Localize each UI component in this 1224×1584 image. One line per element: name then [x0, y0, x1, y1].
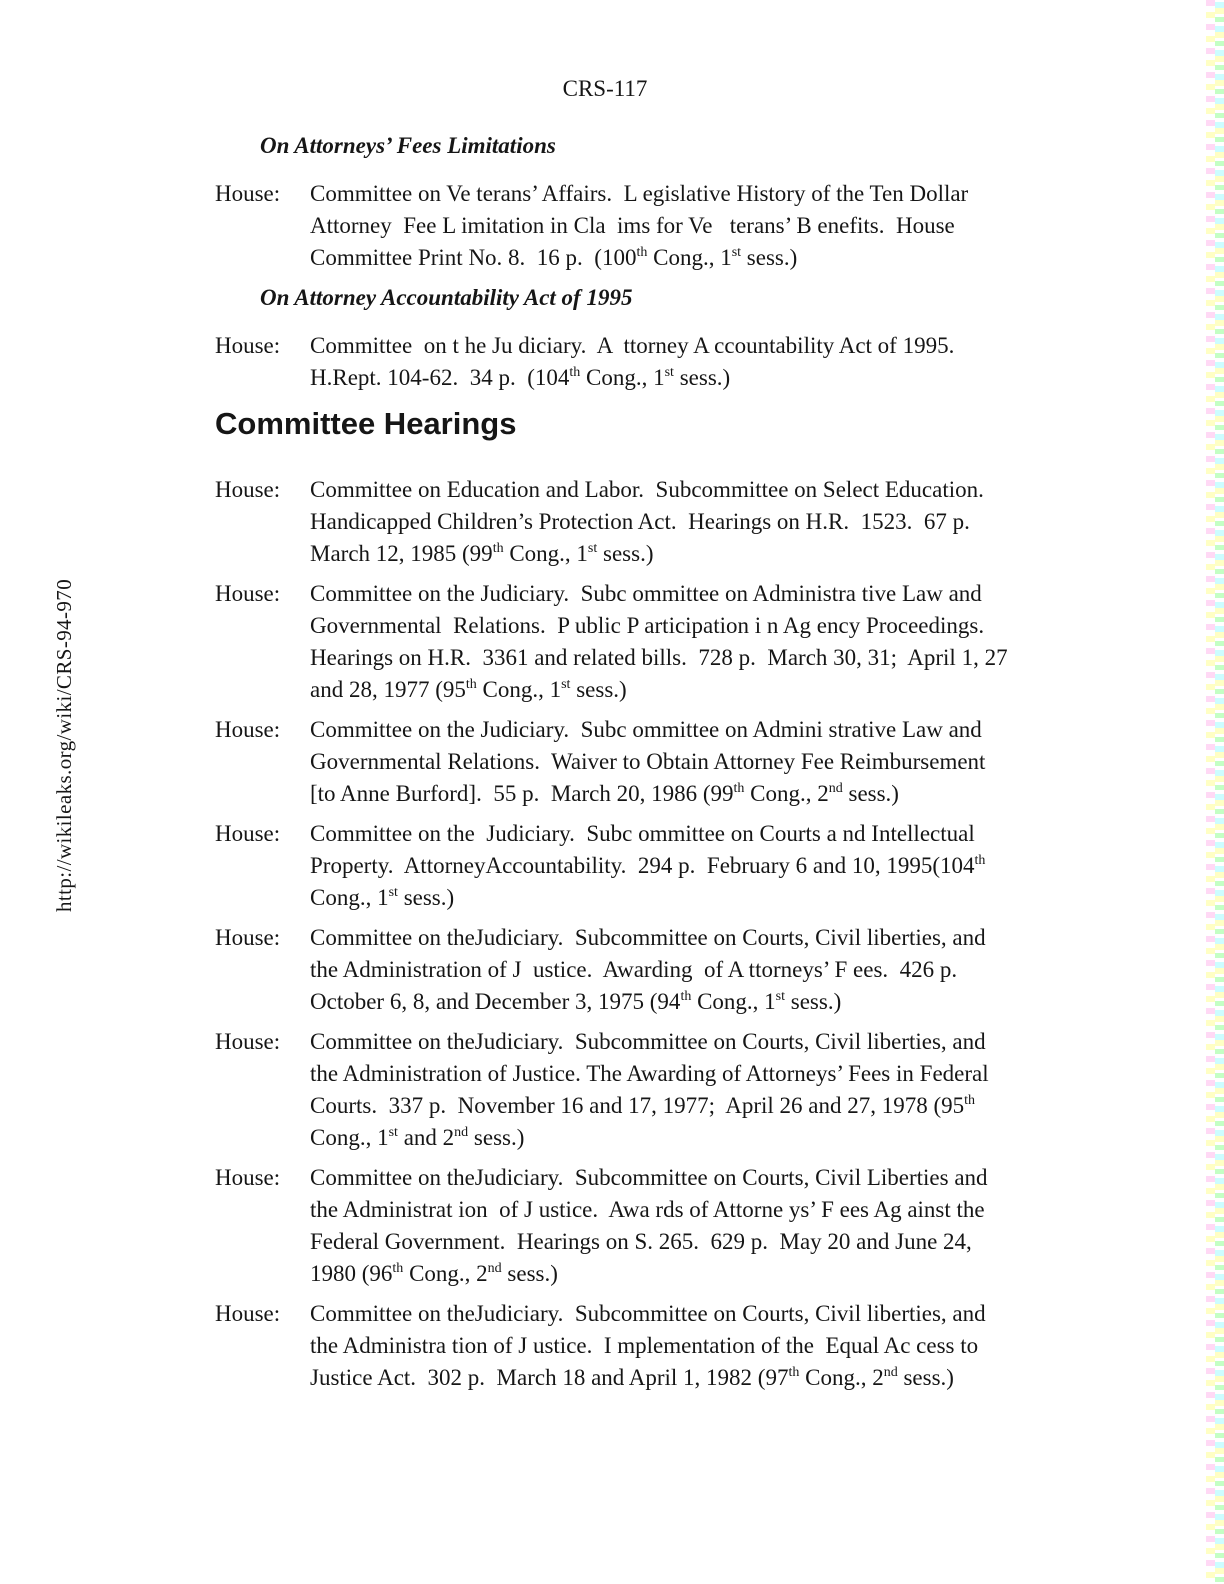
scan-edge-artifact [1206, 0, 1224, 1584]
entry-line: the Administrat ion of J ustice. Awa rds of Attorne ys’ F ees Ag ainst the [310, 1197, 985, 1222]
entry-line: Cong., 1st sess.) [310, 885, 455, 910]
bibliography-entry [215, 1298, 1045, 1394]
entry-citation [310, 1026, 1045, 1154]
entry-line: Committee on Ve terans’ Affairs. L egislative History of the Ten Dollar [310, 181, 969, 206]
entry-line: [to Anne Burford]. 55 p. March 20, 1986 (99th Cong., 2nd sess.) [310, 781, 899, 806]
bibliography-entry [215, 818, 1045, 914]
bibliography-entry [215, 1162, 1045, 1290]
section-heading: Committee Hearings [215, 406, 517, 441]
document-content [215, 122, 1045, 1402]
bibliography-entry [215, 714, 1045, 810]
entry-line: Committee on t he Ju diciary. A ttorney A ccountability Act of 1995. [310, 333, 955, 358]
entry-citation [310, 474, 1045, 570]
section-subheading: On Attorneys’ Fees Limitations [260, 133, 556, 158]
entry-line: and 28, 1977 (95th Cong., 1st sess.) [310, 677, 627, 702]
entry-line: Attorney Fee L imitation in Cla ims for Ve terans’ B enefits. House [310, 213, 955, 238]
bibliography-entry [215, 1026, 1045, 1154]
entry-source-label: House: [215, 581, 281, 606]
entry-line: Hearings on H.R. 3361 and related bills. 728 p. March 30, 31; April 1, 27 [310, 645, 1008, 670]
entry-citation [310, 330, 1045, 394]
bibliography-entry [215, 474, 1045, 570]
entry-source-label: House: [215, 1301, 281, 1326]
entry-line: Committee on the Judiciary. Subc ommittee on Admini strative Law and [310, 717, 982, 742]
entry-line: October 6, 8, and December 3, 1975 (94th Cong., 1st sess.) [310, 989, 842, 1014]
entry-line: Committee on theJudiciary. Subcommittee on Courts, Civil Liberties and [310, 1165, 988, 1190]
entry-citation [310, 818, 1045, 914]
entry-line: the Administration of Justice. The Awarding of Attorneys’ Fees in Federal [310, 1061, 989, 1086]
entry-line: Committee on theJudiciary. Subcommittee on Courts, Civil liberties, and [310, 925, 986, 950]
wikileaks-url-watermark: http://wikileaks.org/wiki/CRS-94-970 [52, 578, 76, 912]
entry-line: the Administration of J ustice. Awarding of A ttorneys’ F ees. 426 p. [310, 957, 958, 982]
entry-line: Governmental Relations. Waiver to Obtain Attorney Fee Reimbursement [310, 749, 986, 774]
entry-line: Committee on the Judiciary. Subc ommittee on Administra tive Law and [310, 581, 982, 606]
section-subheading: On Attorney Accountability Act of 1995 [260, 285, 633, 310]
entry-line: Committee on theJudiciary. Subcommittee on Courts, Civil liberties, and [310, 1301, 986, 1326]
entry-citation [310, 178, 1045, 274]
entry-source-label: House: [215, 181, 281, 206]
entry-source-label: House: [215, 717, 281, 742]
entry-line: Courts. 337 p. November 16 and 17, 1977; April 26 and 27, 1978 (95th [310, 1093, 976, 1118]
entry-citation [310, 714, 1045, 810]
entry-source-label: House: [215, 821, 281, 846]
entry-line: the Administra tion of J ustice. I mplementation of the Equal Ac cess to [310, 1333, 979, 1358]
entry-line: Governmental Relations. P ublic P articipation i n Ag ency Proceedings. [310, 613, 985, 638]
bibliography-entry [215, 922, 1045, 1018]
entry-line: 1980 (96th Cong., 2nd sess.) [310, 1261, 558, 1286]
entry-citation [310, 1298, 1045, 1394]
bibliography-entry [215, 178, 1045, 274]
entry-source-label: House: [215, 477, 281, 502]
entry-citation [310, 1162, 1045, 1290]
entry-line: Federal Government. Hearings on S. 265. 629 p. May 20 and June 24, [310, 1229, 972, 1254]
entry-line: Committee on Education and Labor. Subcommittee on Select Education. [310, 477, 984, 502]
entry-source-label: House: [215, 1165, 281, 1190]
page-number-header: CRS-117 [562, 76, 648, 101]
entry-source-label: House: [215, 925, 281, 950]
entry-citation [310, 578, 1045, 706]
entry-line: Committee Print No. 8. 16 p. (100th Cong., 1st sess.) [310, 245, 798, 270]
entry-citation [310, 922, 1045, 1018]
entry-line: March 12, 1985 (99th Cong., 1st sess.) [310, 541, 654, 566]
entry-line: Cong., 1st and 2nd sess.) [310, 1125, 525, 1150]
entry-line: Property. AttorneyAccountability. 294 p. February 6 and 10, 1995(104th [310, 853, 986, 878]
bibliography-entry [215, 330, 1045, 394]
entry-line: Committee on the Judiciary. Subc ommittee on Courts a nd Intellectual [310, 821, 975, 846]
entry-source-label: House: [215, 333, 281, 358]
entry-line: Justice Act. 302 p. March 18 and April 1, 1982 (97th Cong., 2nd sess.) [310, 1365, 954, 1390]
bibliography-entry [215, 578, 1045, 706]
entry-source-label: House: [215, 1029, 281, 1054]
entry-line: H.Rept. 104-62. 34 p. (104th Cong., 1st sess.) [310, 365, 731, 390]
entry-line: Handicapped Children’s Protection Act. Hearings on H.R. 1523. 67 p. [310, 509, 970, 534]
entry-line: Committee on theJudiciary. Subcommittee on Courts, Civil liberties, and [310, 1029, 986, 1054]
